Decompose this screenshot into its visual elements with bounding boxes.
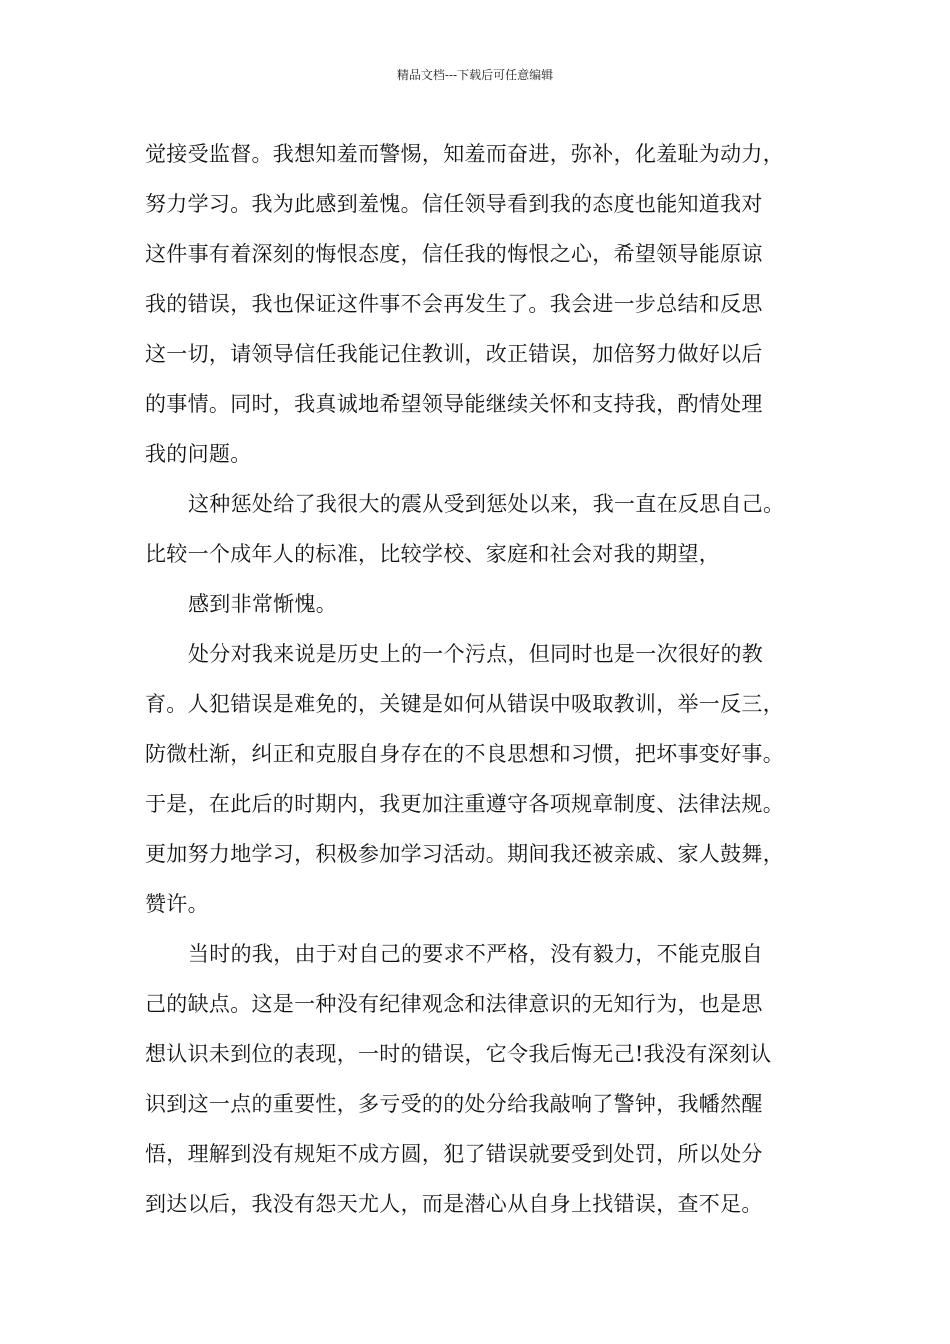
- page-header: 精品文档---下载后可任意编辑: [396, 68, 554, 82]
- text-line: 己的缺点。这是一种没有纪律观念和法律意识的无知行为，也是思: [145, 992, 763, 1016]
- text-line: 我的问题。: [145, 442, 252, 466]
- text-line: 觉接受监督。我想知羞而警惕，知羞而奋进，弥补，化羞耻为动力，: [145, 142, 784, 166]
- text-line: 识到这一点的重要性，多亏受的的处分给我敲响了警钟，我幡然醒: [145, 1092, 763, 1116]
- text-line: 育。人犯错误是难免的，关键是如何从错误中吸取教训，举一反三，: [145, 692, 784, 716]
- text-line: 这种惩处给了我很大的震从受到惩处以来，我一直在反思自己。: [188, 492, 785, 516]
- text-line: 当时的我，由于对自己的要求不严格，没有毅力，不能克服自: [188, 942, 764, 966]
- text-line: 更加努力地学习，积极参加学习活动。期间我还被亲戚、家人鼓舞，: [145, 842, 784, 866]
- text-line: 我的错误，我也保证这件事不会再发生了。我会进一步总结和反思: [145, 292, 763, 316]
- text-line: 赞许。: [145, 892, 209, 916]
- text-line: 这件事有着深刻的悔恨态度，信任我的悔恨之心，希望领导能原谅: [145, 242, 763, 266]
- text-line: 处分对我来说是历史上的一个污点，但同时也是一次很好的教: [188, 642, 764, 666]
- text-line: 悟，理解到没有规矩不成方圆，犯了错误就要受到处罚，所以处分: [145, 1142, 763, 1166]
- text-line: 努力学习。我为此感到羞愧。信任领导看到我的态度也能知道我对: [145, 192, 763, 216]
- text-line: 比较一个成年人的标准，比较学校、家庭和社会对我的期望，: [145, 542, 721, 566]
- text-line: 的事情。同时，我真诚地希望领导能继续关怀和支持我，酌情处理: [145, 392, 763, 416]
- text-line: 到达以后，我没有怨天尤人，而是潜心从自身上找错误，查不足。: [145, 1192, 763, 1216]
- text-line: 感到非常惭愧。: [188, 592, 338, 616]
- text-line: 于是，在此后的时期内，我更加注重遵守各项规章制度、法律法规。: [145, 792, 784, 816]
- text-line: 这一切，请领导信任我能记住教训，改正错误，加倍努力做好以后: [145, 342, 763, 366]
- text-line: 想认识未到位的表现，一时的错误，它令我后悔无己!我没有深刻认: [145, 1042, 772, 1066]
- text-line: 防微杜渐，纠正和克服自身存在的不良思想和习惯，把坏事变好事。: [145, 742, 784, 766]
